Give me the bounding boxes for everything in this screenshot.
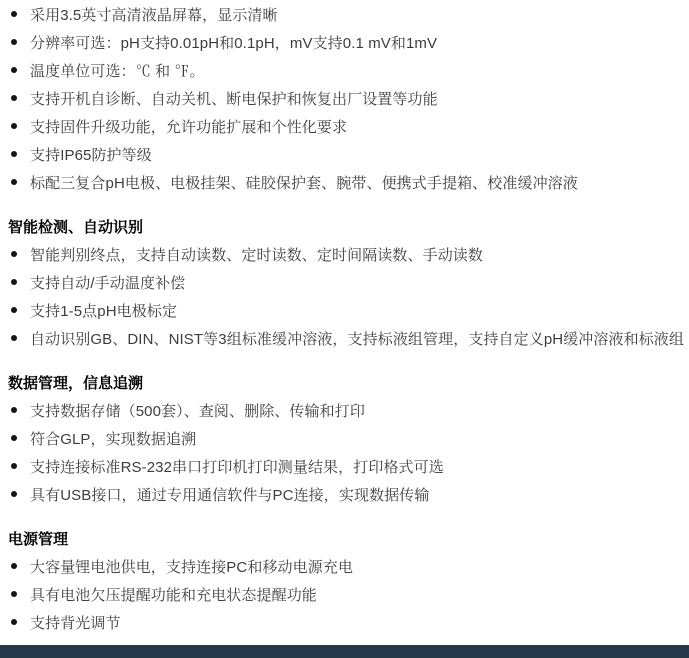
bullet-icon — [11, 11, 17, 17]
list-item — [0, 112, 689, 140]
list-item-text: 支持IP65防护等级 — [30, 146, 152, 164]
list-item-text: 大容量锂电池供电，支持连接PC和移动电源充电 — [30, 558, 354, 576]
list-item — [0, 268, 689, 296]
section-heading: 智能检测、自动识别 — [8, 218, 144, 236]
list-item-text: 分辨率可选：pH支持0.01pH和0.1pH，mV支持0.1 mV和1mV — [30, 34, 438, 52]
bullet-icon — [11, 39, 17, 45]
bullet-icon — [11, 151, 17, 157]
section-general-features — [0, 0, 689, 196]
bullet-icon — [11, 179, 17, 185]
bullet-icon — [11, 67, 17, 73]
bullet-icon — [11, 251, 17, 257]
bullet-icon — [11, 619, 17, 625]
list-item-text: 支持自动/手动温度补偿 — [30, 274, 186, 292]
list-item-text: 标配三复合pH电极、电极挂架、硅胶保护套、腕带、便携式手提箱、校准缓冲溶液 — [30, 174, 578, 192]
list-item — [0, 580, 689, 608]
list-item-text: 符合GLP，实现数据追溯 — [30, 430, 197, 448]
bullet-icon — [11, 591, 17, 597]
list-item — [0, 552, 689, 580]
section-smart-detection — [0, 212, 689, 352]
list-item — [0, 56, 689, 84]
bullet-icon — [11, 123, 17, 129]
list-item-text: 温度单位可选：℃ 和 ℉。 — [30, 62, 205, 80]
list-item-text: 支持连接标准RS-232串口打印机打印测量结果，打印格式可选 — [30, 458, 444, 476]
bullet-icon — [11, 335, 17, 341]
list-item-text: 具有USB接口，通过专用通信软件与PC连接，实现数据传输 — [30, 486, 430, 504]
bullet-icon — [11, 435, 17, 441]
list-item-text: 支持背光调节 — [30, 614, 121, 632]
list-item-text: 自动识别GB、DIN、NIST等3组标准缓冲溶液，支持标液组管理，支持自定义pH缓冲溶液和标液组 — [30, 330, 684, 348]
list-item — [0, 140, 689, 168]
bullet-icon — [11, 279, 17, 285]
bullet-icon — [11, 463, 17, 469]
list-item — [0, 28, 689, 56]
list-item — [0, 0, 689, 28]
bullet-icon — [11, 491, 17, 497]
list-item — [0, 608, 689, 636]
section-heading: 电源管理 — [8, 530, 69, 548]
list-item — [0, 452, 689, 480]
list-item — [0, 324, 689, 352]
bullet-icon — [11, 95, 17, 101]
list-item-text: 采用3.5英寸高清液晶屏幕，显示清晰 — [30, 6, 278, 24]
bullet-icon — [11, 407, 17, 413]
list-item-text: 支持数据存储（500套）、查阅、删除、传输和打印 — [30, 402, 365, 420]
list-item — [0, 480, 689, 508]
list-item-text: 支持开机自诊断、自动关机、断电保护和恢复出厂设置等功能 — [30, 90, 438, 108]
list-item — [0, 396, 689, 424]
list-item — [0, 296, 689, 324]
list-item-text: 支持固件升级功能，允许功能扩展和个性化要求 — [30, 118, 348, 136]
list-item-text: 具有电池欠压提醒功能和充电状态提醒功能 — [30, 586, 317, 604]
list-item — [0, 84, 689, 112]
list-item — [0, 168, 689, 196]
bullet-icon — [11, 563, 17, 569]
section-data-management — [0, 368, 689, 508]
footer-bar — [0, 645, 689, 658]
bullet-icon — [11, 307, 17, 313]
list-item — [0, 424, 689, 452]
section-heading: 数据管理，信息追溯 — [8, 374, 144, 392]
section-power-management — [0, 524, 689, 636]
list-item-text: 支持1-5点pH电极标定 — [30, 302, 178, 320]
list-item-text: 智能判别终点，支持自动读数、定时读数、定时间隔读数、手动读数 — [30, 246, 484, 264]
list-item — [0, 240, 689, 268]
